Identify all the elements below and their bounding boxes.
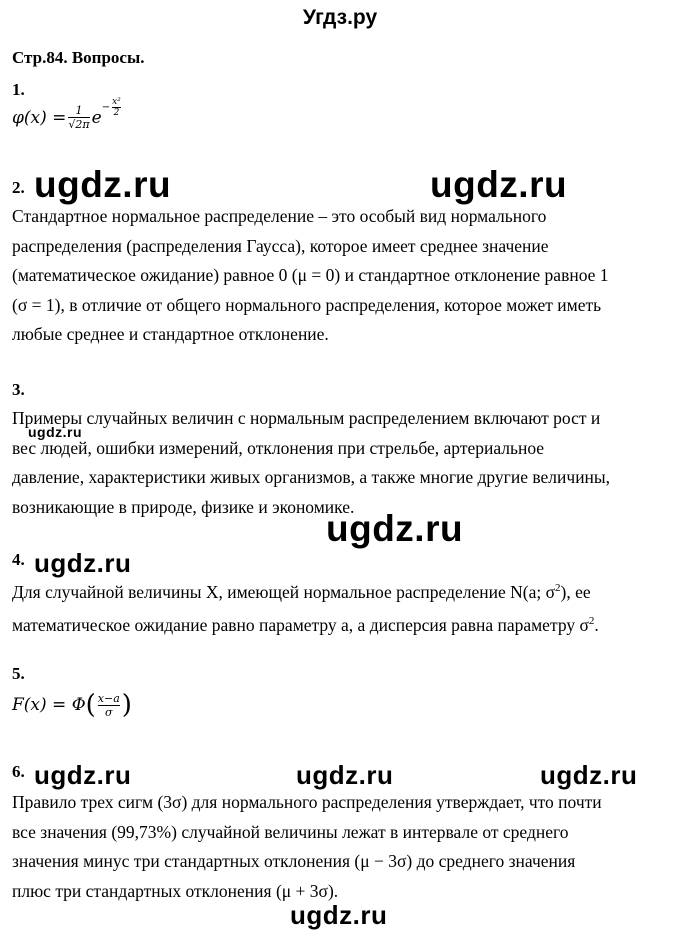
formula-lhs: F(x) = Φ bbox=[12, 695, 86, 715]
fraction-denominator: √2π bbox=[68, 118, 90, 131]
exponent-numerator: x² bbox=[112, 97, 121, 107]
answer-line: возникающие в природе, физике и экономике. bbox=[12, 496, 355, 517]
watermark: ugdz.ru bbox=[326, 508, 464, 549]
question-6-number: 6. bbox=[12, 762, 25, 781]
superscript: 2 bbox=[588, 615, 595, 628]
question-5-formula bbox=[12, 690, 132, 720]
fraction-numerator: 1 bbox=[75, 104, 83, 117]
formula-fraction bbox=[68, 104, 89, 131]
answer-line: Правило трех сигм (3σ) для нормального распределения утверждает, что почти bbox=[12, 792, 602, 812]
line-text: математическое ожидание равно параметру a, а дисперсия равна параметру σ bbox=[12, 615, 589, 636]
answer-line: Стандартное нормальное распределение – это особый вид нормального bbox=[12, 206, 547, 226]
answer-line bbox=[12, 607, 672, 640]
answer-line: вес людей, ошибки измерений, отклонения при стрельбе, артериальное bbox=[12, 437, 545, 458]
answer-line: распределения (распределения Гаусса), которое имеет среднее значение bbox=[12, 235, 549, 256]
answer-line: плюс три стандартных отклонения (μ + 3σ). bbox=[12, 880, 339, 901]
line-text: . bbox=[594, 615, 599, 636]
formula-base: e bbox=[91, 107, 102, 128]
answer-line: все значения (99,73%) случайной величины лежат в интервале от среднего bbox=[12, 821, 569, 842]
answer-line: значения минус три стандартных отклонения (μ − 3σ) до среднего значения bbox=[12, 851, 576, 871]
answer-line: (σ = 1), в отличие от общего нормального распределения, которое может иметь bbox=[12, 294, 602, 315]
watermark: ugdz.ru bbox=[430, 164, 568, 205]
question-4-answer bbox=[12, 574, 672, 641]
formula-exponent bbox=[102, 97, 123, 118]
fraction-denominator: σ bbox=[105, 705, 113, 719]
question-4-number: 4. bbox=[12, 550, 25, 569]
fraction-numerator: x−a bbox=[97, 691, 120, 705]
question-2-number: 2. bbox=[12, 178, 25, 197]
answer-line: Примеры случайных величин с нормальным распределением включают рост и bbox=[12, 408, 601, 428]
watermark: ugdz.ru bbox=[28, 424, 83, 440]
question-5-number: 5. bbox=[12, 664, 25, 683]
watermark: ugdz.ru bbox=[34, 760, 132, 790]
question-3-answer bbox=[12, 404, 672, 522]
close-paren: ) bbox=[121, 690, 132, 720]
answer-line: любые среднее и стандартное отклонение. bbox=[12, 324, 329, 344]
watermark: ugdz.ru bbox=[296, 760, 394, 790]
watermark: ugdz.ru bbox=[540, 760, 638, 790]
answer-line: давление, характеристики живых организмов, а также многие другие величины, bbox=[12, 467, 611, 487]
superscript: 2 bbox=[555, 582, 561, 594]
exponent-denominator: 2 bbox=[113, 108, 120, 118]
formula-lhs: φ(x) = bbox=[12, 107, 67, 128]
line-text: ), ее bbox=[560, 581, 591, 602]
question-3-number: 3. bbox=[12, 380, 25, 399]
watermark: ugdz.ru bbox=[290, 900, 388, 930]
answer-line: (математическое ожидание) равное 0 (μ = 0) и стандартное отклонение равное 1 bbox=[12, 265, 609, 285]
watermark: ugdz.ru bbox=[34, 164, 172, 205]
exponent-fraction bbox=[112, 97, 121, 118]
watermark: ugdz.ru bbox=[34, 548, 132, 578]
page-heading: Стр.84. Вопросы. bbox=[12, 48, 145, 67]
formula-fraction bbox=[98, 692, 120, 719]
open-paren: ( bbox=[85, 690, 96, 720]
question-6-answer bbox=[12, 788, 672, 906]
question-1-formula bbox=[12, 97, 123, 131]
line-text: Для случайной величины X, имеющей нормальное распределение N(a; σ bbox=[12, 581, 556, 602]
site-title: Угдз.ру bbox=[302, 6, 378, 29]
exponent-sign: − bbox=[101, 102, 111, 113]
question-1-number: 1. bbox=[12, 80, 25, 99]
question-2-answer bbox=[12, 202, 672, 350]
